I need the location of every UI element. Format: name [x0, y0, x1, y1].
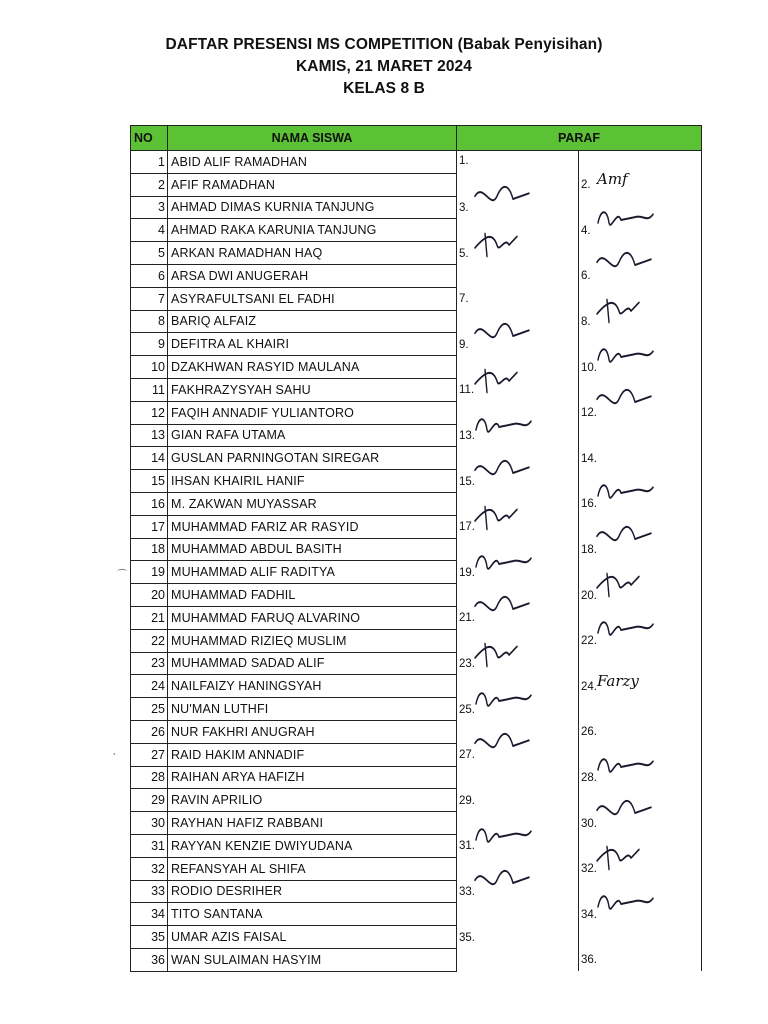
table-row	[131, 378, 702, 401]
student-name: AHMAD DIMAS KURNIA TANJUNG	[168, 196, 457, 219]
student-name: MUHAMMAD RIZIEQ MUSLIM	[168, 629, 457, 652]
table-row	[131, 857, 702, 880]
student-name: AFIF RAMADHAN	[168, 173, 457, 196]
paraf-cell-left	[457, 812, 579, 835]
paraf-cell-left	[457, 766, 579, 789]
table-row	[131, 538, 702, 561]
row-number: 2	[131, 173, 168, 196]
row-number: 13	[131, 424, 168, 447]
paraf-slot-number: 18.	[581, 544, 597, 557]
row-number: 25	[131, 698, 168, 721]
paraf-cell-right	[579, 196, 702, 219]
row-number: 3	[131, 196, 168, 219]
paraf-slot-number: 5.	[459, 247, 469, 260]
student-name: RAVIN APRILIO	[168, 789, 457, 812]
paraf-slot-number: 25.	[459, 703, 475, 716]
row-number: 14	[131, 447, 168, 470]
row-number: 4	[131, 219, 168, 242]
paraf-slot-number: 11.	[459, 384, 475, 397]
table-row	[131, 219, 702, 242]
paraf-cell-left	[457, 561, 579, 584]
paraf-cell-right	[579, 948, 702, 971]
paraf-cell-right	[579, 903, 702, 926]
row-number: 32	[131, 857, 168, 880]
paraf-cell-left	[457, 720, 579, 743]
paraf-cell-right	[579, 766, 702, 789]
paraf-cell-right	[579, 561, 702, 584]
paraf-slot-number: 33.	[459, 886, 475, 898]
student-name: GUSLAN PARNINGOTAN SIREGAR	[168, 447, 457, 470]
row-number: 12	[131, 401, 168, 424]
paraf-cell-right	[579, 219, 702, 242]
student-name: NU'MAN LUTHFI	[168, 698, 457, 721]
paraf-cell-left	[457, 880, 579, 903]
paraf-slot-number: 21.	[459, 612, 475, 625]
attendance-table	[130, 125, 702, 972]
row-number: 30	[131, 812, 168, 835]
paraf-slot-number: 9.	[459, 338, 469, 351]
paraf-slot-number: 13.	[459, 430, 475, 443]
table-row	[131, 561, 702, 584]
row-number: 20	[131, 584, 168, 607]
paraf-cell-left	[457, 926, 579, 949]
row-number: 28	[131, 766, 168, 789]
table-row	[131, 789, 702, 812]
paraf-cell-left	[457, 606, 579, 629]
paraf-cell-right	[579, 287, 702, 310]
paraf-cell-right	[579, 606, 702, 629]
student-name: GIAN RAFA UTAMA	[168, 424, 457, 447]
table-row	[131, 196, 702, 219]
table-row	[131, 401, 702, 424]
table-row	[131, 470, 702, 493]
paraf-slot-number: 7.	[459, 293, 469, 306]
paraf-cell-left	[457, 584, 579, 607]
signature-text: Farzy	[597, 671, 639, 690]
row-number: 7	[131, 287, 168, 310]
stray-mark: ’	[113, 752, 116, 763]
row-number: 16	[131, 492, 168, 515]
student-name: M. ZAKWAN MUYASSAR	[168, 492, 457, 515]
paraf-slot-number: 30.	[581, 817, 597, 830]
table-row	[131, 743, 702, 766]
paraf-cell-left	[457, 834, 579, 857]
row-number: 17	[131, 515, 168, 538]
paraf-cell-left	[457, 470, 579, 493]
paraf-cell-right	[579, 515, 702, 538]
paraf-cell-right	[579, 401, 702, 424]
table-row	[131, 675, 702, 698]
column-header-paraf: PARAF	[457, 126, 702, 151]
row-number: 23	[131, 652, 168, 675]
paraf-cell-left	[457, 515, 579, 538]
paraf-slot-number: 19.	[459, 566, 475, 579]
paraf-slot-number: 24.	[581, 680, 597, 693]
paraf-slot-number: 20.	[581, 589, 597, 602]
table-row	[131, 880, 702, 903]
paraf-cell-right	[579, 789, 702, 812]
student-name: NUR FAKHRI ANUGRAH	[168, 720, 457, 743]
student-name: FAQIH ANNADIF YULIANTORO	[168, 401, 457, 424]
document-date: KAMIS, 21 MARET 2024	[296, 58, 472, 75]
paraf-slot-number: 10.	[581, 361, 597, 374]
paraf-cell-right	[579, 170, 702, 196]
paraf-cell-right	[579, 538, 702, 561]
row-number: 21	[131, 606, 168, 629]
paraf-cell-left	[457, 675, 579, 698]
paraf-slot-number: 15.	[459, 475, 475, 488]
table-row	[131, 606, 702, 629]
paraf-cell-right	[579, 743, 702, 766]
row-number: 19	[131, 561, 168, 584]
student-name: ASYRAFULTSANI EL FADHI	[168, 287, 457, 310]
column-header-name: NAMA SISWA	[168, 126, 457, 151]
table-row	[131, 629, 702, 652]
paraf-cell-left	[457, 333, 579, 356]
student-name: ABID ALIF RAMADHAN	[168, 151, 457, 174]
paraf-cell-left	[457, 151, 579, 174]
student-name: RODIO DESRIHER	[168, 880, 457, 903]
paraf-slot-number: 6.	[581, 270, 591, 283]
paraf-slot-number: 36.	[581, 954, 597, 967]
student-name: MUHAMMAD FARUQ ALVARINO	[168, 606, 457, 629]
paraf-slot-number: 27.	[459, 749, 475, 762]
student-name: FAKHRAZYSYAH SAHU	[168, 378, 457, 401]
row-number: 34	[131, 903, 168, 926]
row-number: 8	[131, 310, 168, 333]
student-name: AHMAD RAKA KARUNIA TANJUNG	[168, 219, 457, 242]
paraf-slot-number: 22.	[581, 635, 597, 648]
paraf-cell-right	[579, 857, 702, 880]
paraf-cell-right	[579, 310, 702, 333]
table-row	[131, 720, 702, 743]
student-name: MUHAMMAD SADAD ALIF	[168, 652, 457, 675]
paraf-cell-right	[579, 264, 702, 287]
student-name: IHSAN KHAIRIL HANIF	[168, 470, 457, 493]
row-number: 24	[131, 675, 168, 698]
stray-mark: ⁀	[118, 570, 127, 581]
paraf-cell-right	[579, 629, 702, 652]
paraf-cell-right	[579, 447, 702, 470]
row-number: 35	[131, 926, 168, 949]
paraf-cell-right	[579, 926, 702, 949]
table-row	[131, 834, 702, 857]
paraf-cell-left	[457, 219, 579, 242]
table-row	[131, 287, 702, 310]
row-number: 22	[131, 629, 168, 652]
paraf-cell-right	[579, 584, 702, 607]
table-row	[131, 333, 702, 356]
row-number: 18	[131, 538, 168, 561]
paraf-cell-right	[579, 812, 702, 835]
paraf-cell-left	[457, 424, 579, 447]
student-name: ARSA DWI ANUGERAH	[168, 264, 457, 287]
student-name: RAYYAN KENZIE DWIYUDANA	[168, 834, 457, 857]
document-header	[0, 34, 768, 100]
row-number: 5	[131, 242, 168, 265]
paraf-slot-number: 17.	[459, 521, 475, 534]
document-title: DAFTAR PRESENSI MS COMPETITION (Babak Penyisihan)	[165, 36, 603, 53]
paraf-cell-left	[457, 492, 579, 515]
table-header-row	[131, 126, 702, 151]
paraf-cell-left	[457, 196, 579, 219]
paraf-slot-number: 4.	[581, 224, 591, 237]
row-number: 10	[131, 356, 168, 379]
table-row	[131, 948, 702, 971]
paraf-cell-right	[579, 720, 702, 743]
signature-text: Amf	[597, 170, 628, 189]
paraf-slot-number: 32.	[581, 863, 597, 876]
table-row	[131, 173, 702, 196]
student-name: MUHAMMAD ALIF RADITYA	[168, 561, 457, 584]
table-row	[131, 492, 702, 515]
student-name: DZAKHWAN RASYID MAULANA	[168, 356, 457, 379]
student-name: DEFITRA AL KHAIRI	[168, 333, 457, 356]
paraf-slot-number: 35.	[459, 931, 475, 944]
paraf-cell-left	[457, 287, 579, 310]
table-row	[131, 356, 702, 379]
paraf-slot-number: 12.	[581, 407, 597, 420]
paraf-cell-left	[457, 310, 579, 333]
paraf-cell-left	[457, 538, 579, 561]
paraf-cell-left	[457, 743, 579, 766]
paraf-slot-number: 8.	[581, 316, 591, 329]
paraf-slot-number: 1.	[459, 155, 469, 167]
student-name: BARIQ ALFAIZ	[168, 310, 457, 333]
paraf-cell-left	[457, 948, 579, 971]
paraf-slot-number: 2.	[581, 179, 591, 192]
paraf-cell-left	[457, 264, 579, 287]
table-row	[131, 447, 702, 470]
table-row	[131, 310, 702, 333]
column-header-no: NO	[131, 126, 168, 151]
row-number: 1	[131, 151, 168, 174]
row-number: 27	[131, 743, 168, 766]
paraf-cell-right	[579, 470, 702, 493]
paraf-cell-right	[579, 671, 702, 698]
student-name: ARKAN RAMADHAN HAQ	[168, 242, 457, 265]
table-row	[131, 584, 702, 607]
table-row	[131, 766, 702, 789]
paraf-cell-left	[457, 378, 579, 401]
paraf-cell-right	[579, 242, 702, 265]
paraf-cell-left	[457, 173, 579, 196]
paraf-cell-left	[457, 698, 579, 721]
paraf-cell-right	[579, 356, 702, 379]
paraf-cell-left	[457, 789, 579, 812]
student-name: MUHAMMAD FARIZ AR RASYID	[168, 515, 457, 538]
paraf-cell-left	[457, 857, 579, 880]
paraf-slot-number: 31.	[459, 840, 475, 853]
student-name: RAIHAN ARYA HAFIZH	[168, 766, 457, 789]
row-number: 29	[131, 789, 168, 812]
student-name: UMAR AZIS FAISAL	[168, 926, 457, 949]
row-number: 26	[131, 720, 168, 743]
row-number: 6	[131, 264, 168, 287]
student-name: WAN SULAIMAN HASYIM	[168, 948, 457, 971]
row-number: 36	[131, 948, 168, 971]
table-row	[131, 515, 702, 538]
paraf-cell-left	[457, 903, 579, 926]
row-number: 33	[131, 880, 168, 903]
table-row	[131, 903, 702, 926]
paraf-slot-number: 28.	[581, 772, 597, 785]
paraf-cell-right	[579, 378, 702, 401]
paraf-cell-left	[457, 356, 579, 379]
student-name: NAILFAIZY HANINGSYAH	[168, 675, 457, 698]
paraf-slot-number: 3.	[459, 202, 469, 215]
paraf-cell-left	[457, 401, 579, 424]
paraf-cell-left	[457, 242, 579, 265]
row-number: 11	[131, 378, 168, 401]
paraf-cell-right	[579, 333, 702, 356]
paraf-slot-number: 16.	[581, 498, 597, 511]
student-name: MUHAMMAD FADHIL	[168, 584, 457, 607]
student-name: REFANSYAH AL SHIFA	[168, 857, 457, 880]
paraf-cell-right	[579, 880, 702, 903]
table-row	[131, 698, 702, 721]
paraf-slot-number: 26.	[581, 726, 597, 739]
table-row	[131, 242, 702, 265]
table-row	[131, 264, 702, 287]
paraf-cell-left	[457, 652, 579, 675]
student-name: TITO SANTANA	[168, 903, 457, 926]
document-class: KELAS 8 B	[343, 80, 425, 97]
student-name: MUHAMMAD ABDUL BASITH	[168, 538, 457, 561]
row-number: 31	[131, 834, 168, 857]
paraf-slot-number: 29.	[459, 794, 475, 807]
table-row	[131, 424, 702, 447]
student-name: RAYHAN HAFIZ RABBANI	[168, 812, 457, 835]
student-name: RAID HAKIM ANNADIF	[168, 743, 457, 766]
paraf-slot-number: 23.	[459, 658, 475, 671]
paraf-cell-left	[457, 447, 579, 470]
row-number: 9	[131, 333, 168, 356]
row-number: 15	[131, 470, 168, 493]
table-row	[131, 812, 702, 835]
paraf-slot-number: 34.	[581, 908, 597, 921]
paraf-slot-number: 14.	[581, 452, 597, 465]
paraf-cell-left	[457, 629, 579, 652]
paraf-cell-right	[579, 424, 702, 447]
paraf-cell-right	[579, 698, 702, 721]
paraf-cell-right	[579, 492, 702, 515]
paraf-cell-right	[579, 834, 702, 857]
table-row	[131, 926, 702, 949]
